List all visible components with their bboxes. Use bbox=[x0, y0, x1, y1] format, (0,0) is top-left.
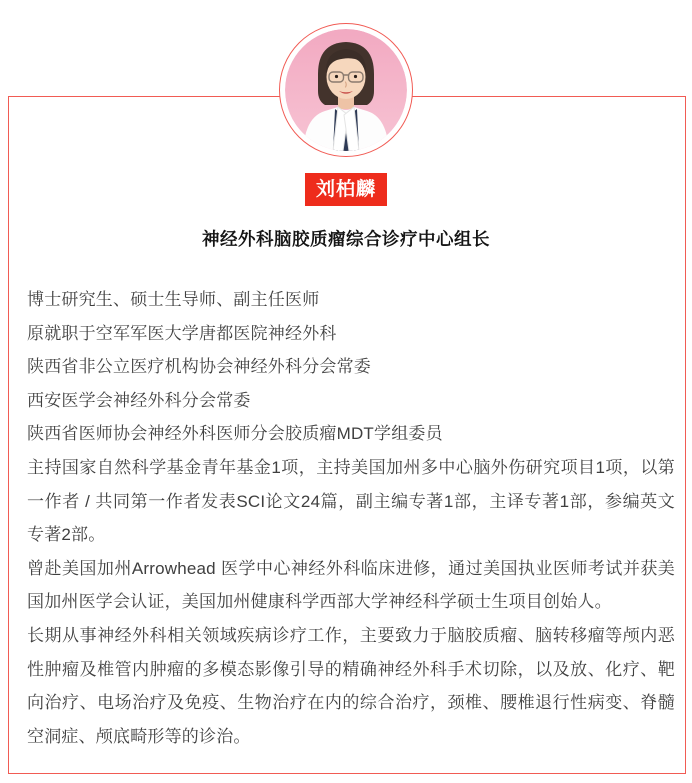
doctor-bio bbox=[27, 283, 675, 753]
bio-line-credential: 陕西省非公立医疗机构协会神经外科分会常委 bbox=[27, 357, 371, 377]
doctor-role-title: 神经外科脑胶质瘤综合诊疗中心组长 bbox=[202, 229, 490, 249]
bio-line-credential: 博士研究生、硕士生导师、副主任医师 bbox=[27, 290, 320, 309]
bio-paragraph-specialty: 长期从事神经外科相关领域疾病诊疗工作，主要致力于脑胶质瘤、脑转移瘤等颅内恶性肿瘤及椎管内肿瘤的多模态影像引导的精确神经外科手术切除，以及放、化疗、靶向治疗、电场治疗及免疫、生物治疗在内的综合治疗，颈椎、腰椎退行性病变、脊髓空洞症、颅底畸形等的诊治。 bbox=[27, 625, 675, 746]
bio-paragraph-research: 主持国家自然科学基金青年基金1项，主持美国加州多中心脑外伤研究项目1项，以第一作者 / 共同第一作者发表SCI论文24篇，副主编专著1部，主译专著1部，参编英文专著2部。 bbox=[27, 457, 675, 545]
bio-line-credential: 西安医学会神经外科分会常委 bbox=[27, 390, 251, 410]
bio-line-credential: 原就职于空军军医大学唐都医院神经外科 bbox=[27, 323, 337, 343]
bio-line-credential: 陕西省医师协会神经外科医师分会胶质瘤MDT学组委员 bbox=[27, 424, 443, 444]
avatar bbox=[279, 23, 413, 157]
doctor-name-badge: 刘柏麟 bbox=[305, 173, 387, 206]
bio-paragraph-training: 曾赴美国加州Arrowhead 医学中心神经外科临床进修，通过美国执业医师考试并获美国加州医学会认证，美国加州健康科学西部大学神经科学硕士生项目创始人。 bbox=[27, 558, 675, 612]
doctor-portrait-icon bbox=[285, 29, 407, 151]
